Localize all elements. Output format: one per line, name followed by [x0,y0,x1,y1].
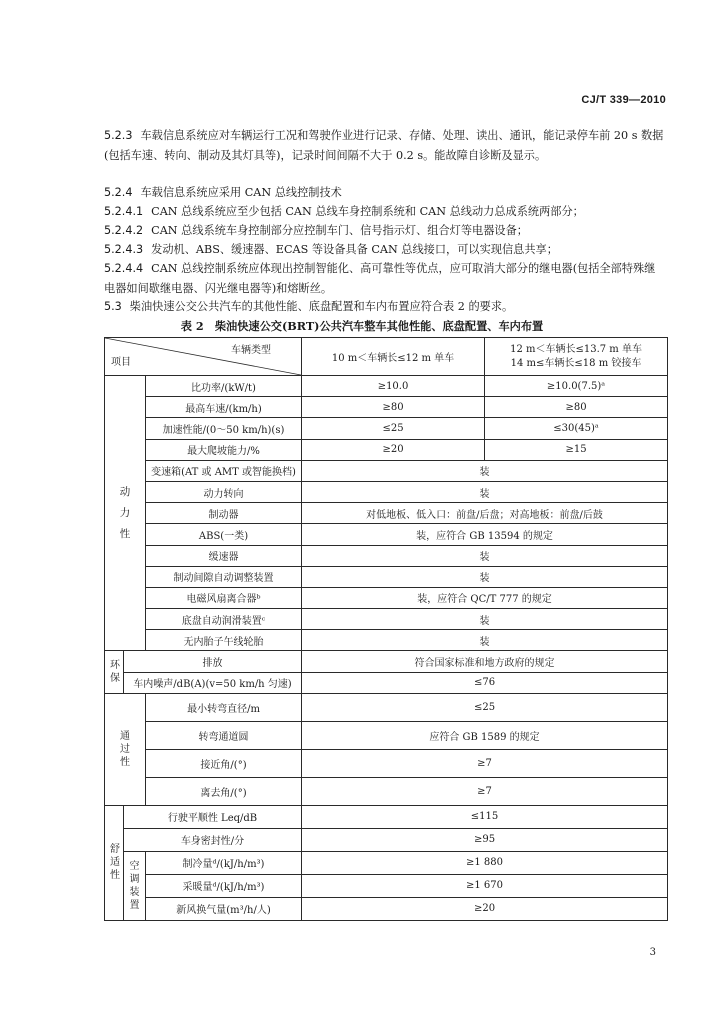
row-value: 对低地板、低入口：前盘/后盘；对高地板：前盘/后鼓 [302,503,668,524]
row-label: 接近角/(°) [146,749,302,777]
row-label: 变速箱(AT 或 AMT 或智能换档) [146,460,302,481]
clause-text: 车载信息系统应对车辆运行工况和驾驶作业进行记录、存储、处理、读出、通讯，能记录停车前 20 s 数据(包括车速、转向、制动及其灯具等)，记录时间间隔不大于 0.2 s。能故障自诊断及显示。 [104,129,664,162]
row-value: ≤25 [302,693,668,721]
row-value: ≥1 880 [302,851,668,874]
page-number: 3 [649,947,656,958]
header-item: 项目 [111,357,131,368]
row-value: ≥20 [302,897,668,920]
table-row [105,805,668,828]
table-row [105,439,668,460]
table-row [105,749,668,777]
clause-5-2-4-3 [104,240,666,260]
table-row [105,397,668,418]
row-value: ≥1 670 [302,874,668,897]
row-label: 车身密封性/分 [124,828,302,851]
clause-number: 5.2.4.3 [104,243,144,256]
table-row [105,672,668,693]
table-header-row [105,338,668,376]
row-value: ≥7 [302,749,668,777]
clause-number: 5.3 [104,300,122,313]
clause-5-2-4-1 [104,202,666,222]
row-label: 制动器 [146,503,302,524]
row-label: 比功率/(kW/t) [146,376,302,397]
row-label: 排放 [124,651,302,672]
table-row [105,609,668,630]
table-row [105,503,668,524]
row-value-a: ≤25 [302,418,485,439]
row-value-a: ≥80 [302,397,485,418]
row-label: 制冷量ᵈ/(kJ/h/m³) [146,851,302,874]
header-col-a: 10 m＜车辆长≤12 m 单车 [302,338,485,376]
row-label: 采暖量ᵈ/(kJ/h/m³) [146,874,302,897]
row-value: 装 [302,481,668,502]
row-value-b: ≥15 [485,439,668,460]
row-value: 符合国家标准和地方政府的规定 [302,651,668,672]
group-pass: 通过性 [105,693,146,805]
row-value: 装，应符合 GB 13594 的规定 [302,524,668,545]
row-value: ≤115 [302,805,668,828]
clause-5-2-4-2 [104,221,666,241]
row-label: 电磁风扇离合器ᵇ [146,587,302,608]
row-value: 装 [302,566,668,587]
clause-5-2-4-4 [104,259,666,298]
table-row [105,524,668,545]
header-col-b-line1: 12 m＜车辆长≤13.7 m 单车 [510,343,642,355]
clause-5-2-3 [104,126,666,165]
row-label: 离去角/(°) [146,777,302,805]
row-label: 车内噪声/dB(A)(v=50 km/h 匀速) [124,672,302,693]
header-col-b-line2: 14 m≤车辆长≤18 m 铰接车 [510,357,642,369]
row-label: 缓速器 [146,545,302,566]
row-value: ≥95 [302,828,668,851]
diagonal-line [105,338,301,375]
row-value: 应符合 GB 1589 的规定 [302,721,668,749]
row-value-b: ≥80 [485,397,668,418]
clause-text: 车载信息系统应采用 CAN 总线控制技术 [140,186,342,199]
row-label: 制动间隙自动调整装置 [146,566,302,587]
clause-number: 5.2.3 [104,129,133,142]
row-value-b: ≤30(45)ᵃ [485,418,668,439]
row-value: 装 [302,545,668,566]
row-value: 装 [302,630,668,651]
table-row [105,418,668,439]
clause-number: 5.2.4.1 [104,205,144,218]
table-row [105,630,668,651]
table-row [105,651,668,672]
standard-code: CJ/T 339—2010 [581,94,666,106]
clause-text: CAN 总线控制系统应体现出控制智能化、高可靠性等优点，应可取消大部分的继电器(包括全部特殊继电器如间歇继电器、闪光继电器等)和熔断丝。 [104,262,656,295]
table-row [105,721,668,749]
clause-text: CAN 总线系统车身控制部分应控制车门、信号指示灯、组合灯等电器设备； [151,224,528,237]
row-label: 无内胎子午线轮胎 [146,630,302,651]
table-row [105,566,668,587]
row-label: 新风换气量(m³/h/人) [146,897,302,920]
row-value: ≤76 [302,672,668,693]
row-label: 最小转弯直径/m [146,693,302,721]
table-row [105,897,668,920]
table-row [105,587,668,608]
table-row [105,376,668,397]
table-row [105,828,668,851]
row-label: 加速性能/(0～50 km/h)(s) [146,418,302,439]
table-row [105,874,668,897]
row-label: 最大爬坡能力/% [146,439,302,460]
row-value: 装 [302,460,668,481]
row-value-a: ≥10.0 [302,376,485,397]
header-col-b [485,338,668,376]
row-value-a: ≥20 [302,439,485,460]
table-title: 表 2 柴油快速公交(BRT)公共汽车整车其他性能、底盘配置、车内布置 [180,319,544,333]
clause-text: CAN 总线系统应至少包括 CAN 总线车身控制系统和 CAN 总线动力总成系统两部分； [151,205,584,218]
table-row [105,545,668,566]
group-comfort: 舒适性 [105,805,124,920]
clause-5-2-4 [104,183,666,203]
header-vehicle-type: 车辆类型 [231,345,272,356]
clause-number: 5.2.4.2 [104,224,144,237]
row-value: 装 [302,609,668,630]
table-row [105,851,668,874]
row-label: ABS(一类) [146,524,302,545]
table-row [105,481,668,502]
row-value: 装，应符合 QC/T 777 的规定 [302,587,668,608]
group-power: 动力性 [105,376,146,651]
row-label: 转弯通道圆 [146,721,302,749]
table-row [105,777,668,805]
clause-number: 5.2.4 [104,186,133,199]
clause-text: 柴油快速公交公共汽车的其他性能、底盘配置和车内布置应符合表 2 的要求。 [129,300,514,313]
group-env: 环保 [105,651,124,693]
table-row [105,693,668,721]
row-label: 最高车速/(km/h) [146,397,302,418]
row-label: 行驶平顺性 Leq/dB [124,805,302,828]
table-row [105,460,668,481]
spec-table [104,337,668,921]
row-label: 动力转向 [146,481,302,502]
group-ac: 空调装置 [124,851,146,920]
row-value-b: ≥10.0(7.5)ᵃ [485,376,668,397]
clause-text: 发动机、ABS、缓速器、ECAS 等设备具备 CAN 总线接口，可以实现信息共享； [151,243,558,256]
clause-5-3 [104,297,666,317]
row-label: 底盘自动润滑装置ᶜ [146,609,302,630]
row-value: ≥7 [302,777,668,805]
header-diagonal-cell [105,338,302,376]
clause-number: 5.2.4.4 [104,262,144,275]
